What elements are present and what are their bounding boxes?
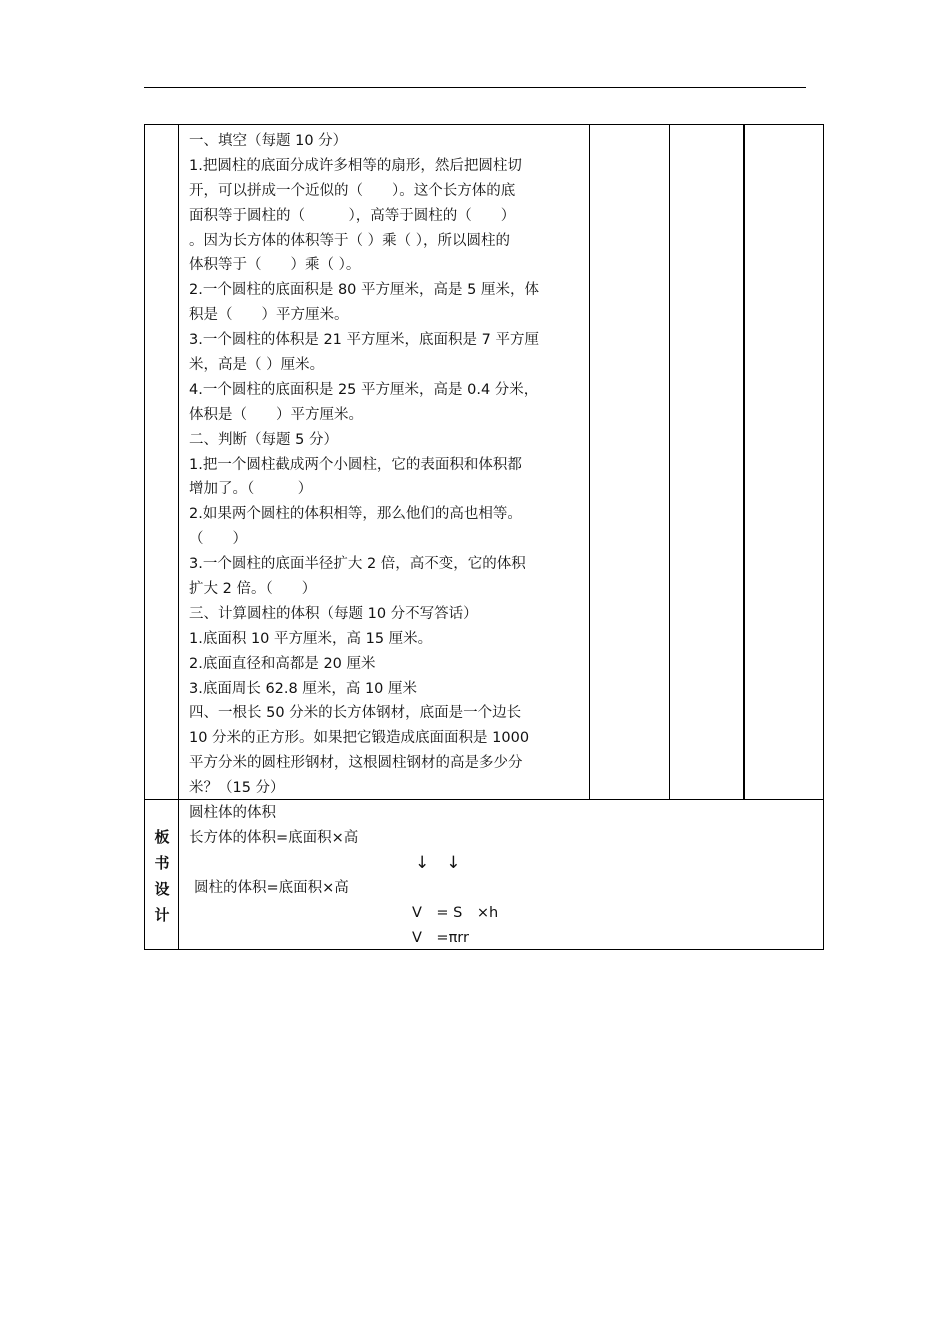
board-line-cuboid: 长方体的体积=底面积×高 [189, 830, 359, 846]
exercise-line: 开，可以拼成一个近似的（ ）。这个长方体的底 [189, 182, 516, 199]
header-rule [144, 87, 806, 88]
exercise-line: 面积等于圆柱的（ ），高等于圆柱的（ ） [189, 207, 516, 224]
exercise-line: 10 分米的正方形。如果把它锻造成底面面积是 1000 [189, 730, 530, 747]
exercise-line: 3.一个圆柱的底面半径扩大 2 倍，高不变，它的体积 [189, 556, 526, 573]
board-formula-2: V =πrr [412, 930, 469, 946]
exercise-line: 3.底面周长 62.8 厘米，高 10 厘米 [189, 680, 418, 697]
exercise-line: 。因为长方体的体积等于（ ）乘（ ），所以圆柱的 [189, 232, 510, 249]
exercise-line: 2.一个圆柱的底面积是 80 平方厘米，高是 5 厘米，体 [189, 282, 539, 299]
exercise-line: 米？（15 分） [189, 780, 285, 797]
exercise-line: 3.一个圆柱的体积是 21 平方厘米，底面积是 7 平方厘 [189, 332, 539, 349]
col-divider-3 [669, 125, 670, 800]
board-arrows: ↓ ↓ [415, 853, 461, 873]
exercise-line: 积是（ ）平方厘米。 [189, 307, 349, 324]
section-heading: 三、计算圆柱的体积（每题 10 分不写答话） [189, 605, 478, 622]
section-heading: 二、判断（每题 5 分） [189, 431, 338, 448]
exercise-line: 扩大 2 倍。（ ） [189, 581, 317, 598]
section-heading: 四、一根长 50 分米的长方体钢材，底面是一个边长 [189, 705, 522, 722]
exercise-line: 1.把圆柱的底面分成许多相等的扇形，然后把圆柱切 [189, 157, 522, 174]
exercise-line: 体积是（ ）平方厘米。 [189, 406, 363, 423]
exercise-line: 增加了。（ ） [189, 481, 313, 498]
col-divider-4 [743, 125, 745, 800]
board-title: 圆柱体的体积 [189, 805, 276, 821]
board-design-label: 板书设计 [154, 827, 170, 924]
board-line-cylinder: 圆柱的体积=底面积×高 [194, 880, 349, 896]
exercise-line: 1.底面积 10 平方厘米，高 15 厘米。 [189, 630, 433, 647]
exercise-text [189, 129, 584, 801]
board-formula-1: V = S ×h [412, 905, 499, 921]
exercise-line: 2.如果两个圆柱的体积相等，那么他们的高也相等。 [189, 506, 522, 523]
exercise-line: 2.底面直径和高都是 20 厘米 [189, 655, 376, 672]
lesson-table [144, 124, 824, 950]
section-heading: 一、填空（每题 10 分） [189, 133, 348, 149]
col-divider-2 [589, 125, 590, 800]
exercise-line: （ ） [189, 531, 247, 548]
board-design [145, 800, 823, 951]
exercise-line: 4.一个圆柱的底面积是 25 平方厘米，高是 0.4 分米， [189, 381, 539, 398]
exercise-line: 体积等于（ ）乘（ ）。 [189, 257, 361, 274]
exercise-line: 米，高是（ ）厘米。 [189, 357, 325, 374]
exercise-line: 平方分米的圆柱形钢材，这根圆柱钢材的高是多少分 [189, 755, 523, 772]
exercise-line: 1.把一个圆柱截成两个小圆柱，它的表面积和体积都 [189, 456, 522, 473]
